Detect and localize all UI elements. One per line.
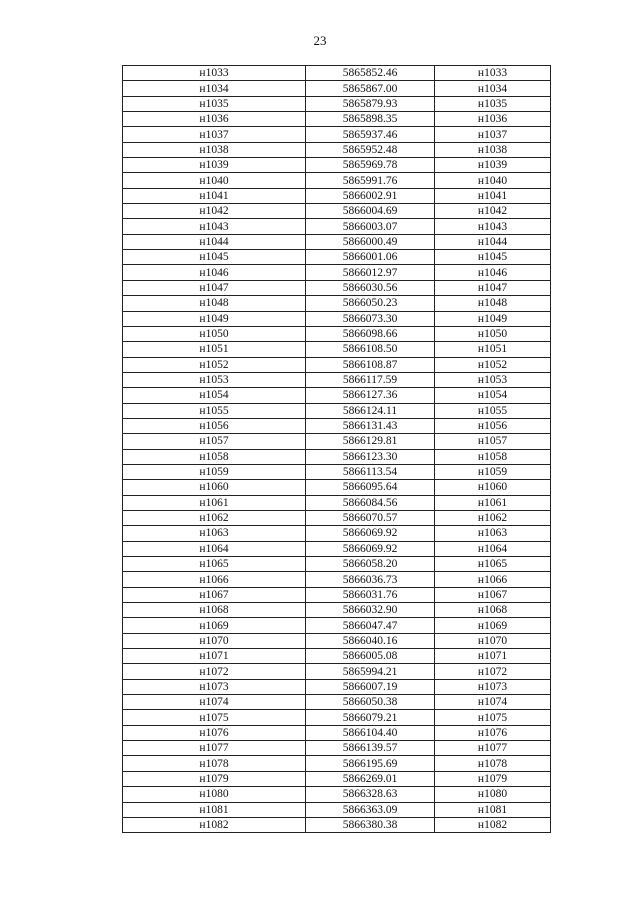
point-id-cell: н1042	[123, 204, 306, 219]
coordinate-cell: 5866108.87	[306, 357, 435, 372]
table-row	[123, 311, 551, 326]
coordinate-cell: 5866040.16	[306, 633, 435, 648]
point-id-cell: н1036	[123, 112, 306, 127]
table-row	[123, 142, 551, 157]
table-row	[123, 741, 551, 756]
point-id-repeat-cell: н1080	[435, 787, 551, 802]
point-id-cell: н1057	[123, 434, 306, 449]
point-id-repeat-cell: н1054	[435, 388, 551, 403]
point-id-repeat-cell: н1040	[435, 173, 551, 188]
point-id-cell: н1062	[123, 510, 306, 525]
coordinate-cell: 5866007.19	[306, 679, 435, 694]
coordinate-cell: 5866070.57	[306, 510, 435, 525]
coordinate-cell: 5866001.06	[306, 250, 435, 265]
coordinate-cell: 5866002.91	[306, 188, 435, 203]
table-row	[123, 817, 551, 832]
table-row	[123, 572, 551, 587]
point-id-repeat-cell: н1056	[435, 418, 551, 433]
coordinate-cell: 5866129.81	[306, 434, 435, 449]
point-id-repeat-cell: н1072	[435, 664, 551, 679]
point-id-cell: н1035	[123, 96, 306, 111]
point-id-cell: н1043	[123, 219, 306, 234]
point-id-cell: н1050	[123, 326, 306, 341]
table-row	[123, 388, 551, 403]
table-row	[123, 802, 551, 817]
coordinate-cell: 5866003.07	[306, 219, 435, 234]
table-row	[123, 127, 551, 142]
point-id-repeat-cell: н1042	[435, 204, 551, 219]
point-id-repeat-cell: н1065	[435, 557, 551, 572]
table-row	[123, 357, 551, 372]
point-id-repeat-cell: н1055	[435, 403, 551, 418]
coordinate-cell: 5866032.90	[306, 603, 435, 618]
table-row	[123, 771, 551, 786]
coordinate-cell: 5866127.36	[306, 388, 435, 403]
page-number: 23	[313, 33, 327, 48]
point-id-cell: н1044	[123, 234, 306, 249]
point-id-cell: н1061	[123, 495, 306, 510]
table-row	[123, 725, 551, 740]
coordinate-cell: 5866050.23	[306, 296, 435, 311]
coordinate-cell: 5866269.01	[306, 771, 435, 786]
point-id-repeat-cell: н1048	[435, 296, 551, 311]
point-id-cell: н1079	[123, 771, 306, 786]
point-id-cell: н1052	[123, 357, 306, 372]
table-row	[123, 633, 551, 648]
point-id-cell: н1065	[123, 557, 306, 572]
point-id-cell: н1055	[123, 403, 306, 418]
coordinate-cell: 5865969.78	[306, 158, 435, 173]
coordinate-cell: 5866058.20	[306, 557, 435, 572]
table-row	[123, 403, 551, 418]
point-id-cell: н1047	[123, 280, 306, 295]
point-id-cell: н1076	[123, 725, 306, 740]
table-row	[123, 603, 551, 618]
point-id-repeat-cell: н1079	[435, 771, 551, 786]
table-row	[123, 664, 551, 679]
point-id-cell: н1081	[123, 802, 306, 817]
coordinate-cell: 5866195.69	[306, 756, 435, 771]
table-row	[123, 296, 551, 311]
table-row	[123, 81, 551, 96]
coordinate-cell: 5866380.38	[306, 817, 435, 832]
table-row	[123, 756, 551, 771]
point-id-repeat-cell: н1059	[435, 464, 551, 479]
table-row	[123, 250, 551, 265]
point-id-cell: н1077	[123, 741, 306, 756]
point-id-repeat-cell: н1066	[435, 572, 551, 587]
point-id-cell: н1037	[123, 127, 306, 142]
point-id-repeat-cell: н1069	[435, 618, 551, 633]
point-id-repeat-cell: н1047	[435, 280, 551, 295]
table-row	[123, 787, 551, 802]
coordinate-cell: 5865867.00	[306, 81, 435, 96]
point-id-repeat-cell: н1064	[435, 541, 551, 556]
coordinate-cell: 5866047.47	[306, 618, 435, 633]
point-id-cell: н1058	[123, 449, 306, 464]
coordinate-cell: 5866030.56	[306, 280, 435, 295]
table-row	[123, 280, 551, 295]
point-id-repeat-cell: н1034	[435, 81, 551, 96]
point-id-repeat-cell: н1035	[435, 96, 551, 111]
table-row	[123, 449, 551, 464]
coordinate-cell: 5865937.46	[306, 127, 435, 142]
point-id-repeat-cell: н1078	[435, 756, 551, 771]
point-id-cell: н1051	[123, 342, 306, 357]
point-id-cell: н1067	[123, 587, 306, 602]
point-id-repeat-cell: н1045	[435, 250, 551, 265]
point-id-repeat-cell: н1076	[435, 725, 551, 740]
point-id-cell: н1060	[123, 480, 306, 495]
table-row	[123, 66, 551, 81]
point-id-cell: н1034	[123, 81, 306, 96]
table-row	[123, 495, 551, 510]
point-id-cell: н1045	[123, 250, 306, 265]
coordinate-cell: 5865879.93	[306, 96, 435, 111]
point-id-repeat-cell: н1053	[435, 372, 551, 387]
point-id-repeat-cell: н1044	[435, 234, 551, 249]
coordinate-cell: 5866079.21	[306, 710, 435, 725]
table-row	[123, 173, 551, 188]
table-row	[123, 265, 551, 280]
table-row	[123, 710, 551, 725]
point-id-repeat-cell: н1067	[435, 587, 551, 602]
point-id-cell: н1048	[123, 296, 306, 311]
point-id-repeat-cell: н1041	[435, 188, 551, 203]
table-row	[123, 188, 551, 203]
table-row	[123, 480, 551, 495]
table-body	[123, 66, 551, 833]
point-id-repeat-cell: н1050	[435, 326, 551, 341]
table-row	[123, 679, 551, 694]
point-id-cell: н1046	[123, 265, 306, 280]
coordinate-cell: 5866104.40	[306, 725, 435, 740]
coordinate-cell: 5866069.92	[306, 526, 435, 541]
coordinate-cell: 5865952.48	[306, 142, 435, 157]
point-id-cell: н1039	[123, 158, 306, 173]
table-row	[123, 372, 551, 387]
point-id-repeat-cell: н1082	[435, 817, 551, 832]
table-row	[123, 464, 551, 479]
coordinate-cell: 5866004.69	[306, 204, 435, 219]
point-id-cell: н1069	[123, 618, 306, 633]
table-row	[123, 541, 551, 556]
coordinate-cell: 5866131.43	[306, 418, 435, 433]
point-id-cell: н1071	[123, 649, 306, 664]
point-id-repeat-cell: н1074	[435, 695, 551, 710]
point-id-repeat-cell: н1046	[435, 265, 551, 280]
table-row	[123, 695, 551, 710]
coordinate-cell: 5865898.35	[306, 112, 435, 127]
point-id-cell: н1075	[123, 710, 306, 725]
table-row	[123, 158, 551, 173]
table-row	[123, 234, 551, 249]
table-row	[123, 526, 551, 541]
point-id-cell: н1072	[123, 664, 306, 679]
point-id-repeat-cell: н1039	[435, 158, 551, 173]
coordinate-cell: 5866113.54	[306, 464, 435, 479]
table-row	[123, 649, 551, 664]
point-id-cell: н1053	[123, 372, 306, 387]
table-row	[123, 434, 551, 449]
point-id-cell: н1074	[123, 695, 306, 710]
coordinate-cell: 5865991.76	[306, 173, 435, 188]
point-id-repeat-cell: н1060	[435, 480, 551, 495]
coordinate-cell: 5865852.46	[306, 66, 435, 81]
point-id-repeat-cell: н1077	[435, 741, 551, 756]
point-id-repeat-cell: н1037	[435, 127, 551, 142]
point-id-cell: н1070	[123, 633, 306, 648]
coordinate-cell: 5866005.08	[306, 649, 435, 664]
coordinates-table	[122, 65, 551, 833]
table-row	[123, 219, 551, 234]
point-id-cell: н1040	[123, 173, 306, 188]
coordinate-cell: 5866117.59	[306, 372, 435, 387]
coordinate-cell: 5866000.49	[306, 234, 435, 249]
point-id-repeat-cell: н1049	[435, 311, 551, 326]
point-id-repeat-cell: н1052	[435, 357, 551, 372]
point-id-repeat-cell: н1038	[435, 142, 551, 157]
point-id-repeat-cell: н1075	[435, 710, 551, 725]
coordinate-cell: 5866328.63	[306, 787, 435, 802]
point-id-cell: н1064	[123, 541, 306, 556]
point-id-cell: н1068	[123, 603, 306, 618]
coordinate-cell: 5866069.92	[306, 541, 435, 556]
table-row	[123, 557, 551, 572]
table-row	[123, 204, 551, 219]
point-id-cell: н1056	[123, 418, 306, 433]
point-id-repeat-cell: н1036	[435, 112, 551, 127]
point-id-cell: н1041	[123, 188, 306, 203]
point-id-repeat-cell: н1062	[435, 510, 551, 525]
point-id-repeat-cell: н1057	[435, 434, 551, 449]
point-id-repeat-cell: н1058	[435, 449, 551, 464]
point-id-cell: н1082	[123, 817, 306, 832]
point-id-repeat-cell: н1073	[435, 679, 551, 694]
coordinate-cell: 5866123.30	[306, 449, 435, 464]
point-id-repeat-cell: н1033	[435, 66, 551, 81]
coordinate-cell: 5866095.64	[306, 480, 435, 495]
point-id-cell: н1038	[123, 142, 306, 157]
coordinate-cell: 5866012.97	[306, 265, 435, 280]
coordinate-cell: 5866098.66	[306, 326, 435, 341]
table-row	[123, 618, 551, 633]
point-id-repeat-cell: н1070	[435, 633, 551, 648]
table-row	[123, 587, 551, 602]
point-id-cell: н1080	[123, 787, 306, 802]
point-id-cell: н1059	[123, 464, 306, 479]
coordinate-cell: 5866139.57	[306, 741, 435, 756]
point-id-repeat-cell: н1051	[435, 342, 551, 357]
point-id-cell: н1049	[123, 311, 306, 326]
point-id-cell: н1078	[123, 756, 306, 771]
table-row	[123, 418, 551, 433]
point-id-repeat-cell: н1043	[435, 219, 551, 234]
table-row	[123, 326, 551, 341]
point-id-cell: н1033	[123, 66, 306, 81]
point-id-cell: н1054	[123, 388, 306, 403]
point-id-repeat-cell: н1081	[435, 802, 551, 817]
point-id-repeat-cell: н1068	[435, 603, 551, 618]
point-id-repeat-cell: н1061	[435, 495, 551, 510]
coordinate-cell: 5866363.09	[306, 802, 435, 817]
coordinate-cell: 5866031.76	[306, 587, 435, 602]
point-id-cell: н1063	[123, 526, 306, 541]
coordinate-cell: 5866108.50	[306, 342, 435, 357]
table-row	[123, 342, 551, 357]
coordinate-cell: 5866084.56	[306, 495, 435, 510]
point-id-repeat-cell: н1071	[435, 649, 551, 664]
point-id-cell: н1073	[123, 679, 306, 694]
coordinate-cell: 5866036.73	[306, 572, 435, 587]
table-row	[123, 510, 551, 525]
coordinate-cell: 5866124.11	[306, 403, 435, 418]
table-row	[123, 112, 551, 127]
point-id-cell: н1066	[123, 572, 306, 587]
coordinate-cell: 5866050.38	[306, 695, 435, 710]
table-row	[123, 96, 551, 111]
coordinate-cell: 5866073.30	[306, 311, 435, 326]
point-id-repeat-cell: н1063	[435, 526, 551, 541]
coordinate-cell: 5865994.21	[306, 664, 435, 679]
